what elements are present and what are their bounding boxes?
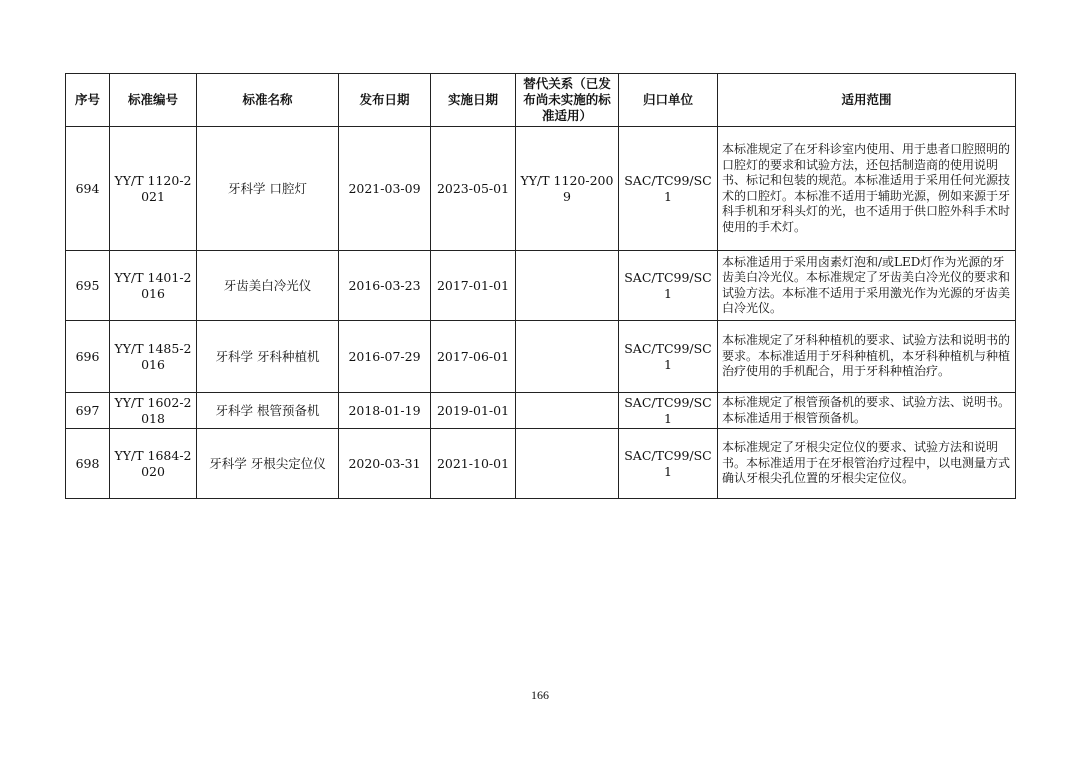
cell-unit: SAC/TC99/SC1 — [619, 429, 718, 499]
header-code: 标准编号 — [110, 74, 197, 127]
cell-scope: 本标准规定了牙根尖定位仪的要求、试验方法和说明书。本标准适用于在牙根管治疗过程中，以电测量方式确认牙根尖孔位置的牙根尖定位仪。 — [718, 429, 1016, 499]
table-row — [66, 127, 1016, 251]
cell-issue-date: 2018-01-19 — [339, 393, 431, 429]
cell-replace — [516, 393, 619, 429]
page-number: 166 — [531, 688, 549, 702]
header-scope: 适用范围 — [718, 74, 1016, 127]
cell-unit: SAC/TC99/SC1 — [619, 251, 718, 321]
cell-unit: SAC/TC99/SC1 — [619, 127, 718, 251]
cell-impl-date: 2019-01-01 — [431, 393, 516, 429]
table-row — [66, 393, 1016, 429]
cell-impl-date: 2017-01-01 — [431, 251, 516, 321]
cell-name: 牙科学 牙根尖定位仪 — [197, 429, 339, 499]
cell-scope: 本标准规定了牙科种植机的要求、试验方法和说明书的要求。本标准适用于牙科种植机，本牙科种植机与种植治疗使用的手机配合，用于牙科种植治疗。 — [718, 321, 1016, 393]
cell-seq: 698 — [66, 429, 110, 499]
header-issue-date: 发布日期 — [339, 74, 431, 127]
cell-name: 牙齿美白冷光仪 — [197, 251, 339, 321]
cell-replace — [516, 251, 619, 321]
table-row — [66, 251, 1016, 321]
cell-code: YY/T 1120-2021 — [110, 127, 197, 251]
header-name: 标准名称 — [197, 74, 339, 127]
table-row — [66, 429, 1016, 499]
cell-name: 牙科学 根管预备机 — [197, 393, 339, 429]
cell-replace — [516, 321, 619, 393]
table-row — [66, 321, 1016, 393]
cell-code: YY/T 1485-2016 — [110, 321, 197, 393]
cell-code: YY/T 1684-2020 — [110, 429, 197, 499]
cell-impl-date: 2021-10-01 — [431, 429, 516, 499]
cell-name: 牙科学 口腔灯 — [197, 127, 339, 251]
cell-seq: 697 — [66, 393, 110, 429]
cell-issue-date: 2020-03-31 — [339, 429, 431, 499]
header-unit: 归口单位 — [619, 74, 718, 127]
cell-replace — [516, 429, 619, 499]
standards-table — [65, 73, 1016, 499]
cell-replace: YY/T 1120-2009 — [516, 127, 619, 251]
cell-scope: 本标准规定了根管预备机的要求、试验方法、说明书。本标准适用于根管预备机。 — [718, 393, 1016, 429]
cell-code: YY/T 1602-2018 — [110, 393, 197, 429]
header-replace: 替代关系（已发布尚未实施的标准适用） — [516, 74, 619, 127]
cell-issue-date: 2016-07-29 — [339, 321, 431, 393]
cell-unit: SAC/TC99/SC1 — [619, 321, 718, 393]
cell-code: YY/T 1401-2016 — [110, 251, 197, 321]
cell-seq: 694 — [66, 127, 110, 251]
cell-seq: 695 — [66, 251, 110, 321]
cell-issue-date: 2021-03-09 — [339, 127, 431, 251]
header-row — [66, 74, 1016, 127]
cell-issue-date: 2016-03-23 — [339, 251, 431, 321]
cell-impl-date: 2017-06-01 — [431, 321, 516, 393]
cell-name: 牙科学 牙科种植机 — [197, 321, 339, 393]
header-seq: 序号 — [66, 74, 110, 127]
header-impl-date: 实施日期 — [431, 74, 516, 127]
cell-seq: 696 — [66, 321, 110, 393]
cell-scope: 本标准适用于采用卤素灯泡和/或LED灯作为光源的牙齿美白冷光仪。本标准规定了牙齿美白冷光仪的要求和试验方法。本标准不适用于采用激光作为光源的牙齿美白冷光仪。 — [718, 251, 1016, 321]
cell-scope: 本标准规定了在牙科诊室内使用、用于患者口腔照明的口腔灯的要求和试验方法，还包括制造商的使用说明书、标记和包装的规范。本标准适用于采用任何光源技术的口腔灯。本标准不适用于辅助光源，例如来源于牙科手机和牙科头灯的光，也不适用于供口腔外科手术时使用的手术灯。 — [718, 127, 1016, 251]
cell-impl-date: 2023-05-01 — [431, 127, 516, 251]
cell-unit: SAC/TC99/SC1 — [619, 393, 718, 429]
